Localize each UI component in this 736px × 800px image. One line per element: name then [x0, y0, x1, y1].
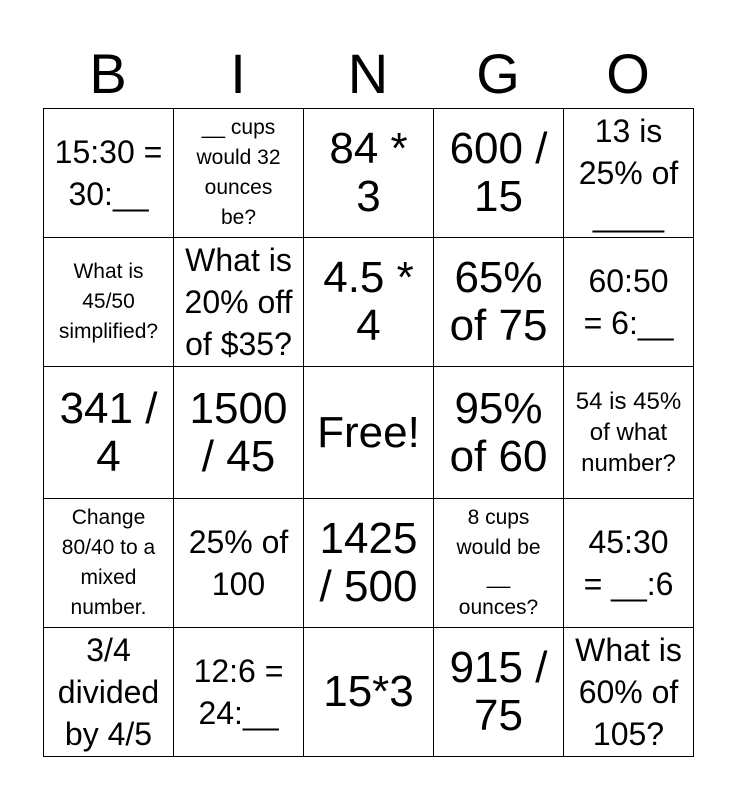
- cell-text: 1425 / 500: [319, 514, 418, 611]
- cell-text: 12:6 = 24:__: [193, 653, 284, 731]
- cell-text: 15*3: [323, 667, 414, 716]
- cell-text: 3/4 divided by 4/5: [57, 632, 160, 752]
- bingo-cell-r2-c4[interactable]: [434, 238, 564, 367]
- bingo-cell-r4-c5[interactable]: [564, 499, 694, 628]
- bingo-cell-r1-c5[interactable]: [564, 109, 694, 238]
- bingo-cell-r4-c1[interactable]: [44, 499, 174, 628]
- bingo-cell-r3-c2[interactable]: [174, 367, 304, 499]
- cell-text: 915 / 75: [449, 643, 548, 740]
- cell-text: 45:30 = __:6: [583, 524, 674, 602]
- bingo-header: [43, 40, 693, 108]
- bingo-cell-r5-c3[interactable]: [304, 628, 434, 757]
- cell-text: 15:30 = 30:__: [54, 134, 163, 212]
- cell-text: Change 80/40 to a mixed number.: [61, 506, 156, 619]
- bingo-cell-r1-c3[interactable]: [304, 109, 434, 238]
- bingo-cell-r3-c1[interactable]: [44, 367, 174, 499]
- cell-text: What is 60% of 105?: [575, 632, 682, 752]
- cell-text: 341 / 4: [59, 383, 158, 481]
- cell-text: 8 cups would be __ ounces?: [456, 506, 541, 619]
- cell-text: 4.5 * 4: [323, 253, 414, 350]
- cell-text: 600 / 15: [449, 124, 548, 221]
- bingo-cell-r4-c3[interactable]: [304, 499, 434, 628]
- free-space-text: Free!: [317, 407, 420, 457]
- cell-text: What is 20% off of $35?: [184, 242, 293, 362]
- bingo-cell-r1-c4[interactable]: [434, 109, 564, 238]
- header-letter-o: O: [606, 42, 650, 105]
- bingo-cell-r1-c1[interactable]: [44, 109, 174, 238]
- bingo-cell-r3-c4[interactable]: [434, 367, 564, 499]
- bingo-board: [43, 108, 694, 757]
- bingo-cell-r2-c5[interactable]: [564, 238, 694, 367]
- cell-text: What is 45/50 simplified?: [58, 260, 159, 343]
- cell-text: 65% of 75: [449, 253, 548, 350]
- bingo-cell-free[interactable]: [304, 367, 434, 499]
- bingo-cell-r5-c1[interactable]: [44, 628, 174, 757]
- cell-text: 1500 / 45: [189, 383, 288, 481]
- header-letter-i: I: [230, 42, 246, 105]
- cell-text: __ cups would 32 ounces be?: [196, 116, 281, 229]
- bingo-cell-r1-c2[interactable]: [174, 109, 304, 238]
- cell-text: 13 is 25% of ____: [578, 113, 679, 233]
- header-letter-g: G: [476, 42, 520, 105]
- cell-text: 54 is 45% of what number?: [575, 388, 682, 477]
- header-letter-n: N: [347, 42, 389, 105]
- header-letter-b: B: [89, 42, 127, 105]
- bingo-cell-r2-c1[interactable]: [44, 238, 174, 367]
- bingo-cell-r5-c4[interactable]: [434, 628, 564, 757]
- cell-text: 84 * 3: [329, 124, 408, 221]
- bingo-cell-r5-c5[interactable]: [564, 628, 694, 757]
- bingo-cell-r2-c2[interactable]: [174, 238, 304, 367]
- bingo-cell-r2-c3[interactable]: [304, 238, 434, 367]
- cell-text: 95% of 60: [449, 383, 548, 481]
- bingo-cell-r3-c5[interactable]: [564, 367, 694, 499]
- bingo-cell-r4-c2[interactable]: [174, 499, 304, 628]
- bingo-cell-r4-c4[interactable]: [434, 499, 564, 628]
- cell-text: 25% of 100: [188, 524, 289, 602]
- bingo-cell-r5-c2[interactable]: [174, 628, 304, 757]
- cell-text: 60:50 = 6:__: [583, 263, 674, 341]
